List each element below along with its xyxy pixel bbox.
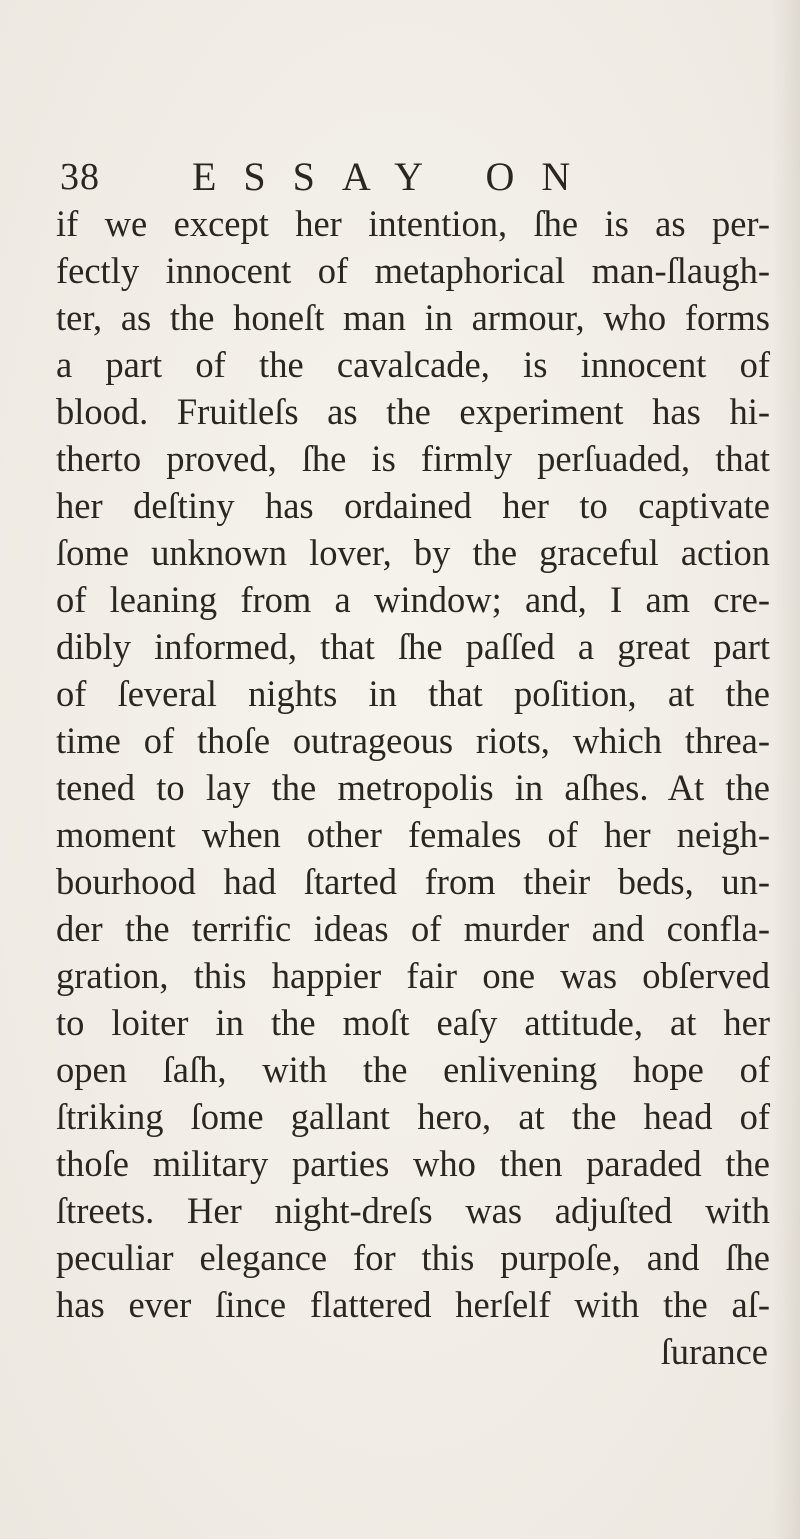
text-line: blood. Fruitleſs as the experiment has hi- xyxy=(56,391,770,432)
running-head xyxy=(60,152,760,202)
page-edge-shadow xyxy=(772,0,800,1539)
page-number: 38 xyxy=(60,156,100,198)
text-line: open ſaſh, with the enlivening hope of xyxy=(56,1049,770,1090)
text-line: therto proved, ſhe is firmly perſuaded, that xyxy=(56,438,770,479)
text-line: has ever ſince flattered herſelf with the aſ- xyxy=(56,1284,770,1325)
catchword: ſurance xyxy=(660,1331,768,1372)
text-line: of leaning from a window; and, I am cre- xyxy=(56,579,770,620)
text-line: a part of the cavalcade, is innocent of xyxy=(56,344,770,385)
text-line: gration, this happier fair one was obſerved xyxy=(56,955,770,996)
text-line: ſome unknown lover, by the graceful action xyxy=(56,532,770,573)
text-line: ſtriking ſome gallant hero, at the head of xyxy=(56,1096,770,1137)
text-line: der the terrific ideas of murder and confla- xyxy=(56,908,770,949)
text-line: peculiar elegance for this purpoſe, and ſhe xyxy=(56,1237,770,1278)
text-line: her deſtiny has ordained her to captivate xyxy=(56,485,770,526)
text-line: dibly informed, that ſhe paſſed a great part xyxy=(56,626,770,667)
text-line: of ſeveral nights in that poſition, at the xyxy=(56,673,770,714)
text-line: tened to lay the metropolis in aſhes. At the xyxy=(56,767,770,808)
text-line: bourhood had ſtarted from their beds, un- xyxy=(56,861,770,902)
text-line: time of thoſe outrageous riots, which threa- xyxy=(56,720,770,761)
text-line: moment when other females of her neigh- xyxy=(56,814,770,855)
body-text xyxy=(56,200,770,1375)
text-line: thoſe military parties who then paraded the xyxy=(56,1143,770,1184)
text-line: ter, as the honeſt man in armour, who forms xyxy=(56,297,770,338)
text-line: ſtreets. Her night-dreſs was adjuſted with xyxy=(56,1190,770,1231)
running-head-title: ESSAY ON xyxy=(192,154,598,199)
text-line: to loiter in the moſt eaſy attitude, at her xyxy=(56,1002,770,1043)
text-line: fectly innocent of metaphorical man-ſlaugh- xyxy=(56,250,770,291)
text-line: if we except her intention, ſhe is as per- xyxy=(56,203,770,244)
